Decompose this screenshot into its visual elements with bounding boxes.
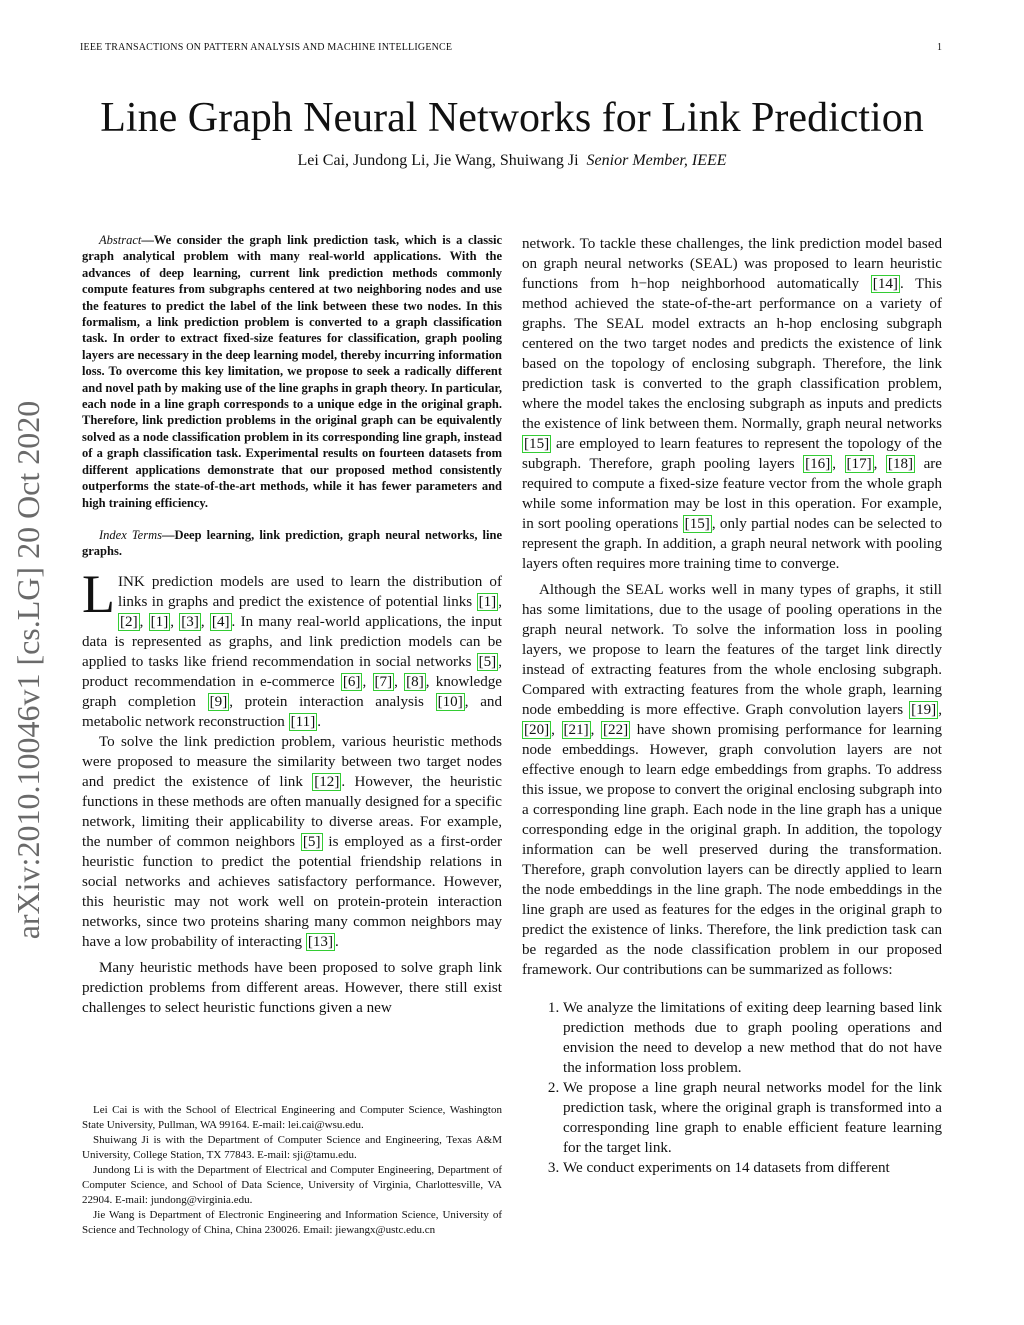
citation-link[interactable]: [18] bbox=[887, 456, 914, 472]
citation-link[interactable]: [15] bbox=[524, 436, 550, 452]
body-text: , bbox=[362, 673, 373, 690]
citation-link[interactable]: [4] bbox=[211, 613, 230, 630]
citation-link[interactable]: [11] bbox=[290, 713, 316, 730]
footnote: Jie Wang is Department of Electronic Engineering and Information Science, University of Science and Technology of China, China 230026. Email: jiewangx@ustc.edu.cn bbox=[82, 1209, 502, 1236]
body-text: is employed as a first-order heuristic function to predict the potential friendship relations in social networks and achieves satisfactory performance. However, this heuristic may not work well on protein-protein interaction networks, since two proteins sharing many common neighbors may have a low probability of interacting bbox=[82, 833, 502, 950]
body-text: . However, the heuristic functions in these methods are often manually designed for a specific network, limiting their applicability to diverse areas. For example, the number of common neighbors bbox=[82, 773, 502, 850]
citation-link[interactable]: [12] bbox=[314, 773, 340, 790]
body-text: , bbox=[590, 722, 601, 738]
body-text: , bbox=[170, 613, 180, 630]
citation-link[interactable]: [2] bbox=[120, 613, 138, 630]
author-line bbox=[0, 152, 1024, 170]
index-terms: Index Terms—Deep learning, link prediction, graph neural networks, line graphs. bbox=[82, 527, 502, 559]
citation-link[interactable]: [1] bbox=[150, 613, 169, 630]
body-text: INK prediction models are used to learn the distribution of links in graphs and predict the existence of potential links bbox=[118, 573, 502, 610]
citation-link[interactable]: [20] bbox=[524, 722, 550, 738]
footnote: Jundong Li is with the Department of Electrical and Computer Engineering, Department of Computer Science, and School of Data Science, University of Virginia, Charlottesville, VA 22904. E-mail: jundong@virginia.edu. bbox=[82, 1164, 502, 1206]
body-text: , protein interaction analysis bbox=[229, 693, 436, 710]
right-paragraph-1 bbox=[522, 234, 942, 574]
list-item: 3. We conduct experiments on 14 datasets from different bbox=[563, 1158, 942, 1178]
abstract: Abstract—We consider the graph link prediction task, which is a classic graph analytical problem with many real-world applications. With the advances of deep learning, current link prediction methods commonly compute features from subgraphs centered at two neighboring nodes and use the features to predict the label of the link between these two nodes. In this formalism, a link prediction problem is converted to a graph classification task. In order to extract fixed-size features for classification, graph pooling layers are necessary in the deep learning model, thereby incurring information loss. To overcome this key limitation, we propose to seek a radically different and novel path by making use of the line graphs in graph theory. In particular, each node in a line graph corresponds to a unique edge in the original graph. Therefore, link prediction problems in the original graph can be equivalently solved as a node classification problem in its corresponding line graph, instead of a graph classification task. Experimental results on fourteen datasets from different applications demonstrate that our proposed method consistently outperforms the state-of-the-art methods, while it has fewer parameters and high training efficiency. bbox=[82, 233, 502, 510]
citation-link[interactable]: [15] bbox=[684, 516, 710, 532]
body-text: , product recommendation in e-commerce bbox=[82, 653, 502, 690]
body-text: , bbox=[832, 456, 845, 472]
citation-link[interactable]: [16] bbox=[805, 456, 831, 472]
citation-link[interactable]: [1] bbox=[478, 593, 497, 610]
citation-link[interactable]: [10] bbox=[437, 693, 463, 710]
citation-link[interactable]: [9] bbox=[209, 693, 228, 710]
list-item: 1. We analyze the limitations of exiting deep learning based link prediction methods due to graph pooling operations and envision the need to develop a new method that do not have the information loss problem. bbox=[563, 998, 942, 1078]
body-text: , bbox=[498, 593, 502, 610]
intro-p1-content bbox=[82, 563, 503, 731]
citation-link[interactable]: [5] bbox=[302, 833, 321, 850]
body-text: , bbox=[938, 702, 942, 718]
paper-title: Line Graph Neural Networks for Link Prediction bbox=[100, 95, 924, 141]
intro-paragraph-1 bbox=[82, 563, 503, 732]
body-text: . bbox=[334, 933, 339, 950]
body-text: , bbox=[139, 613, 149, 630]
body-text: . In many real-world applications, the input data is represented as graphs, and link prediction models can be applied to tasks like friend recommendation in social networks bbox=[82, 613, 502, 670]
abstract-text: We consider the graph link prediction task, which is a classic graph analytical problem with many real-world applications. With the advances of deep learning, current link prediction methods commonly compute features from subgraphs centered at two neighboring nodes and use the features to predict the label of the link between these two nodes. In this formalism, a link prediction problem is converted to a graph classification task. In order to extract fixed-size features for classification, graph pooling layers are necessary in the deep learning model, thereby incurring information loss. To overcome this key limitation, we propose to seek a radically different and novel path by making use of the line graphs in graph theory. In particular, each node in a line graph corresponds to a unique edge in the original graph. Therefore, link prediction problems in the original graph can be equivalently solved as a node classification problem in its corresponding line graph, instead of a graph classification task. Experimental results on fourteen datasets from different applications demonstrate that our proposed method consistently outperforms the state-of-the-art methods, while it has fewer parameters and high training efficiency. bbox=[82, 233, 502, 510]
body-text: Although the SEAL works well in many types of graphs, it still has some limitations, due to the usage of pooling operations in the graph neural network. To solve the information loss in pooling layers, we propose to learn the features of the target link directly instead of extracting features from the whole enclosing subgraph. Compared with extracting features from the whole graph, learning node embedding is more effective. Graph convolution layers bbox=[522, 582, 942, 718]
body-text: are required to compute a fixed-size feature vector from the whole graph while some information may be lost in this operation. For example, in sort pooling operations bbox=[522, 456, 942, 532]
citation-link[interactable]: [22] bbox=[603, 722, 629, 738]
body-text: , knowledge graph completion bbox=[82, 673, 503, 710]
body-text: , bbox=[394, 673, 405, 690]
body-text: To solve the link prediction problem, various heuristic methods were proposed to measure the similarity between two target nodes and predict the existence of link bbox=[82, 733, 502, 790]
citation-link[interactable]: [5] bbox=[478, 653, 497, 670]
body-text: , bbox=[200, 613, 210, 630]
intro-paragraph-3: Many heuristic methods have been proposed to solve graph link prediction problems from different areas. However, there still exist challenges to select heuristic functions given a new bbox=[82, 959, 502, 1016]
page-number: 1 bbox=[937, 42, 942, 53]
citation-link[interactable]: [6] bbox=[342, 673, 361, 690]
index-terms-label: Index Terms bbox=[99, 527, 162, 542]
body-text: , bbox=[551, 722, 562, 738]
body-text: are employed to learn features to represent the topology of the subgraph. Therefore, graph pooling layers bbox=[522, 436, 942, 472]
abstract-label: Abstract bbox=[99, 233, 142, 247]
body-text: . This method achieved the state-of-the-art performance on a variety of graphs. The SEAL model extracts an h-hop enclosing subgraph centered on the two target nodes and predicts the existence of link based on the topology of enclosing subgraph. Therefore, the link prediction task is converted to the graph classification problem, where the model takes the enclosing subgraph as inputs and predicts the existence of link between them. Normally, graph neural networks bbox=[522, 276, 943, 432]
index-terms-text: Deep learning, link prediction, graph neural networks, line graphs. bbox=[82, 527, 502, 559]
arxiv-stamp[interactable]: arXiv:2010.10046v1 [cs.LG] 20 Oct 2020 bbox=[10, 400, 46, 940]
body-text: , bbox=[873, 456, 886, 472]
body-text: have shown promising performance for learning node embeddings. However, graph convolution layers are not effective enough to learn edge embeddings from graphs. To address this issue, we propose to convert the original enclosing subgraph into a corresponding line graph. Each node in the line graph has a unique corresponding edge in the original graph. In addition, the topology information can be well preserved during the transformation. Therefore, graph convolution layers can be directly applied to learn the node embeddings in the line graph. The node embeddings in the line graph are used as features for the edges in the original graph to predict the existence of links. Therefore, the link prediction task can be regarded as the node classification problem in our proposed framework. Our contributions can be summarized as follows: bbox=[522, 722, 942, 978]
left-column bbox=[82, 232, 502, 1018]
footnote: Lei Cai is with the School of Electrical Engineering and Computer Science, Washington State University, Pullman, WA 99164. E-mail: lei.cai@wsu.edu. bbox=[82, 1104, 502, 1131]
citation-link[interactable]: [17] bbox=[846, 456, 872, 472]
author-note: Senior Member, IEEE bbox=[586, 152, 727, 169]
citation-link[interactable]: [21] bbox=[563, 722, 589, 738]
drop-cap: L bbox=[82, 563, 115, 624]
author-names: Lei Cai, Jundong Li, Jie Wang, Shuiwang Ji bbox=[297, 152, 579, 169]
right-column bbox=[522, 234, 942, 1178]
citation-link[interactable]: [14] bbox=[872, 276, 898, 292]
body-text: , only partial nodes can be selected to represent the graph. In addition, a graph neural network with pooling layers often requires more training time to converge. bbox=[522, 516, 942, 572]
list-item: 2. We propose a line graph neural networks model for the link prediction task, where the original graph is transformed into a corresponding line graph to enable efficient feature learning for the target link. bbox=[563, 1078, 942, 1158]
body-text: , and metabolic network reconstruction bbox=[82, 693, 503, 730]
citation-link[interactable]: [13] bbox=[307, 933, 333, 950]
body-text: . bbox=[317, 713, 322, 730]
footnotes bbox=[82, 1103, 502, 1238]
citation-link[interactable]: [8] bbox=[406, 673, 424, 690]
running-header: IEEE TRANSACTIONS ON PATTERN ANALYSIS AND MACHINE INTELLIGENCE bbox=[80, 42, 453, 53]
citation-link[interactable]: [7] bbox=[374, 673, 393, 690]
intro-paragraph-2 bbox=[82, 732, 502, 952]
citation-link[interactable]: [3] bbox=[181, 613, 199, 630]
right-paragraph-2 bbox=[522, 580, 942, 980]
body-text: network. To tackle these challenges, the link prediction model based on graph neural networks (SEAL) was proposed to learn heuristic functions from h−hop neighborhood automatically bbox=[522, 236, 942, 292]
contribution-list bbox=[522, 998, 942, 1178]
footnote: Shuiwang Ji is with the Department of Computer Science and Engineering, Texas A&M University, College Station, TX 77843. E-mail: sji@tamu.edu. bbox=[82, 1134, 502, 1161]
citation-link[interactable]: [19] bbox=[911, 702, 937, 718]
